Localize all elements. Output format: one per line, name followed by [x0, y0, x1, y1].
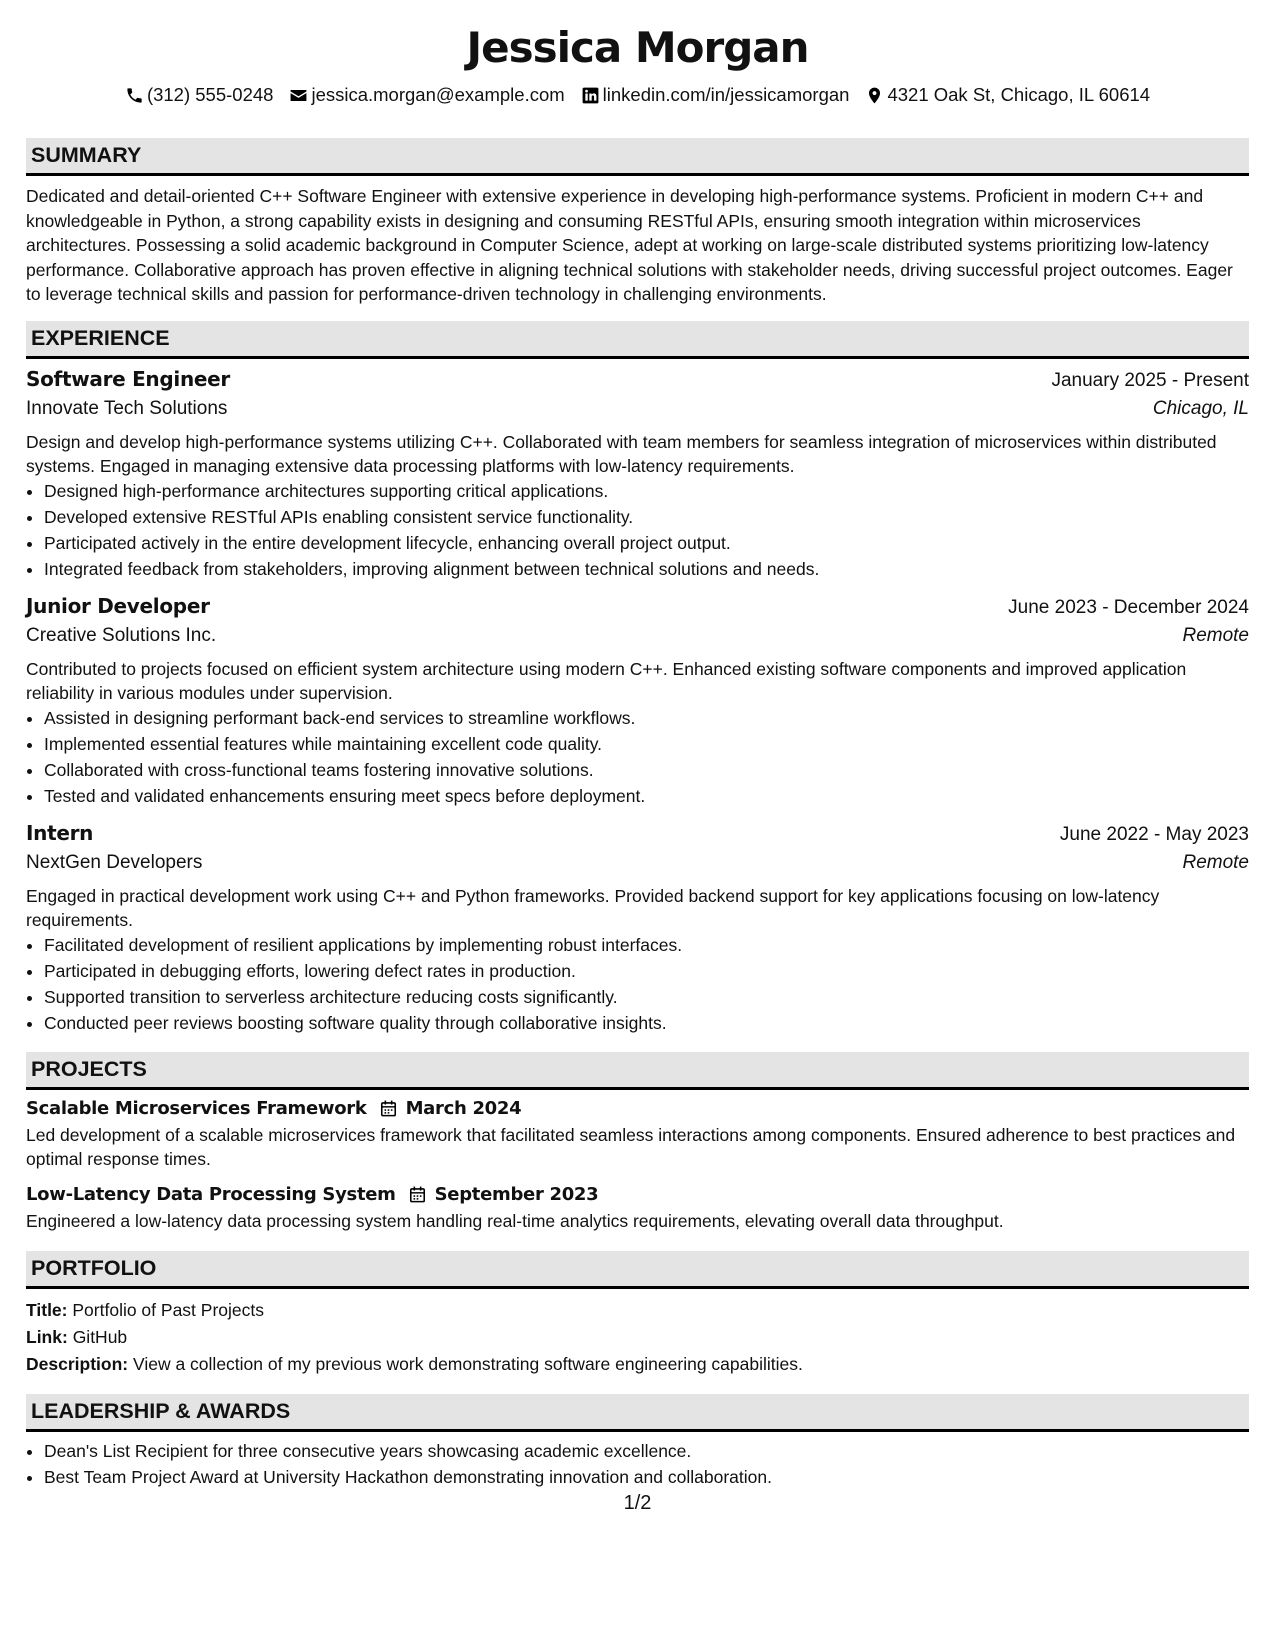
list-item: • Integrated feedback from stakeholders, improving alignment between technical solutions and needs. [44, 556, 1249, 582]
list-item: • Supported transition to serverless architecture reducing costs significantly. [44, 984, 1249, 1010]
linkedin-icon [581, 86, 600, 105]
list-item: • Collaborated with cross-functional teams fostering innovative solutions. [44, 757, 1249, 783]
project-date: March 2024 [405, 1097, 522, 1119]
job-dates: June 2023 - December 2024 [1008, 596, 1249, 618]
list-item: • Designed high-performance architectures supporting critical applications. [44, 478, 1249, 504]
job-location: Remote [1182, 851, 1249, 873]
contact-bar [26, 82, 1249, 108]
job-title: Software Engineer [26, 366, 230, 391]
job-title: Intern [26, 820, 94, 845]
list-item: • Best Team Project Award at University Hackathon demonstrating innovation and collaboration. [44, 1464, 1249, 1490]
contact-address [865, 82, 1150, 108]
experience-section [26, 321, 1249, 1036]
portfolio-description-label: Description: [26, 1354, 129, 1374]
job-entry [26, 821, 1249, 1036]
portfolio-title-label: Title: [26, 1300, 68, 1320]
job-description: Design and develop high-performance systems utilizing C++. Collaborated with team members for seamless integration of microservices within distributed systems. Engaged in managing extensive data processing platforms with low-latency requirements. [26, 431, 1217, 476]
project-date: September 2023 [434, 1183, 599, 1205]
portfolio-title-line [26, 1297, 1249, 1324]
portfolio-title-value: Portfolio of Past Projects [72, 1300, 264, 1320]
summary-section [26, 138, 1249, 307]
section-heading-summary: SUMMARY [26, 138, 1249, 176]
job-title: Junior Developer [26, 593, 210, 618]
leadership-section [26, 1394, 1249, 1490]
portfolio-description-line [26, 1351, 1249, 1378]
portfolio-description-value: View a collection of my previous work demonstrating software engineering capabilities. [132, 1354, 803, 1374]
candidate-name: Jessica Morgan [466, 23, 809, 72]
portfolio-link-value[interactable]: GitHub [72, 1327, 128, 1347]
portfolio-link-line [26, 1324, 1249, 1351]
project-name: Low-Latency Data Processing System [26, 1183, 396, 1205]
job-entry [26, 594, 1249, 809]
job-location: Chicago, IL [1152, 397, 1249, 419]
list-item: • Participated actively in the entire development lifecycle, enhancing overall project output. [44, 530, 1249, 556]
list-item: • Assisted in designing performant back-end services to streamline workflows. [44, 705, 1249, 731]
section-heading-experience: EXPERIENCE [26, 321, 1249, 359]
calendar-icon [408, 1185, 427, 1204]
job-description: Contributed to projects focused on efficient system architecture using modern C++. Enhanced existing software components and improved application reliability in various modules under supervision. [26, 658, 1187, 703]
map-pin-icon [865, 86, 884, 105]
projects-section [26, 1052, 1249, 1234]
list-item: • Developed extensive RESTful APIs enabling consistent service functionality. [44, 504, 1249, 530]
list-item: • Tested and validated enhancements ensuring meet specs before deployment. [44, 783, 1249, 809]
phone-icon [125, 86, 144, 105]
section-heading-portfolio: PORTFOLIO [26, 1251, 1249, 1289]
contact-phone [125, 82, 274, 108]
project-description: Led development of a scalable microservices framework that facilitated seamless interactions among components. Ensured adherence to best practices and optimal response times. [26, 1124, 1236, 1169]
awards-list [26, 1438, 1249, 1490]
section-heading-projects: PROJECTS [26, 1052, 1249, 1090]
contact-email [289, 82, 564, 108]
portfolio-section [26, 1251, 1249, 1378]
envelope-icon [289, 86, 308, 105]
list-item: • Implemented essential features while maintaining excellent code quality. [44, 731, 1249, 757]
calendar-icon [379, 1099, 398, 1118]
phone-text[interactable]: (312) 555-0248 [146, 84, 274, 105]
project-name: Scalable Microservices Framework [26, 1097, 367, 1119]
job-bullets [26, 478, 1249, 582]
project-entry [26, 1184, 1249, 1234]
list-item: • Participated in debugging efforts, lowering defect rates in production. [44, 958, 1249, 984]
summary-text: Dedicated and detail-oriented C++ Software Engineer with extensive experience in developing high-performance systems. Proficient in modern C++ and knowledgeable in Python, a strong capability exists in designing and consuming RESTful APIs, ensuring smooth integration within microservices architectures. Possessing a solid academic background in Computer Science, adept at working on large-scale distributed systems prioritizing low-latency performance. Collaborative approach has proven effective in aligning technical solutions with stakeholder needs, driving successful project outcomes. Eager to leverage technical skills and passion for performance-driven technology in challenging environments. [26, 186, 1233, 304]
job-bullets [26, 932, 1249, 1036]
job-bullets [26, 705, 1249, 809]
job-entry [26, 367, 1249, 582]
project-entry [26, 1098, 1249, 1172]
job-dates: January 2025 - Present [1051, 369, 1249, 391]
job-description: Engaged in practical development work using C++ and Python frameworks. Provided backend support for key applications focusing on low-latency requirements. [26, 885, 1160, 930]
page-number: 1/2 [623, 1492, 652, 1514]
email-text[interactable]: jessica.morgan@example.com [311, 84, 565, 105]
job-company: NextGen Developers [26, 851, 203, 873]
resume-page [26, 0, 1249, 1490]
job-location: Remote [1182, 624, 1249, 646]
section-heading-leadership: LEADERSHIP & AWARDS [26, 1394, 1249, 1432]
portfolio-link-label: Link: [26, 1327, 68, 1347]
job-company: Creative Solutions Inc. [26, 624, 217, 646]
list-item: • Facilitated development of resilient applications by implementing robust interfaces. [44, 932, 1249, 958]
project-description: Engineered a low-latency data processing system handling real-time analytics requirements, elevating overall data throughput. [26, 1210, 1004, 1231]
job-company: Innovate Tech Solutions [26, 397, 228, 419]
job-dates: June 2022 - May 2023 [1059, 823, 1249, 845]
address-text: 4321 Oak St, Chicago, IL 60614 [887, 84, 1151, 105]
list-item: • Dean's List Recipient for three consecutive years showcasing academic excellence. [44, 1438, 1249, 1464]
list-item: • Conducted peer reviews boosting software quality through collaborative insights. [44, 1010, 1249, 1036]
linkedin-text[interactable]: linkedin.com/in/jessicamorgan [602, 84, 850, 105]
contact-linkedin [581, 82, 850, 108]
